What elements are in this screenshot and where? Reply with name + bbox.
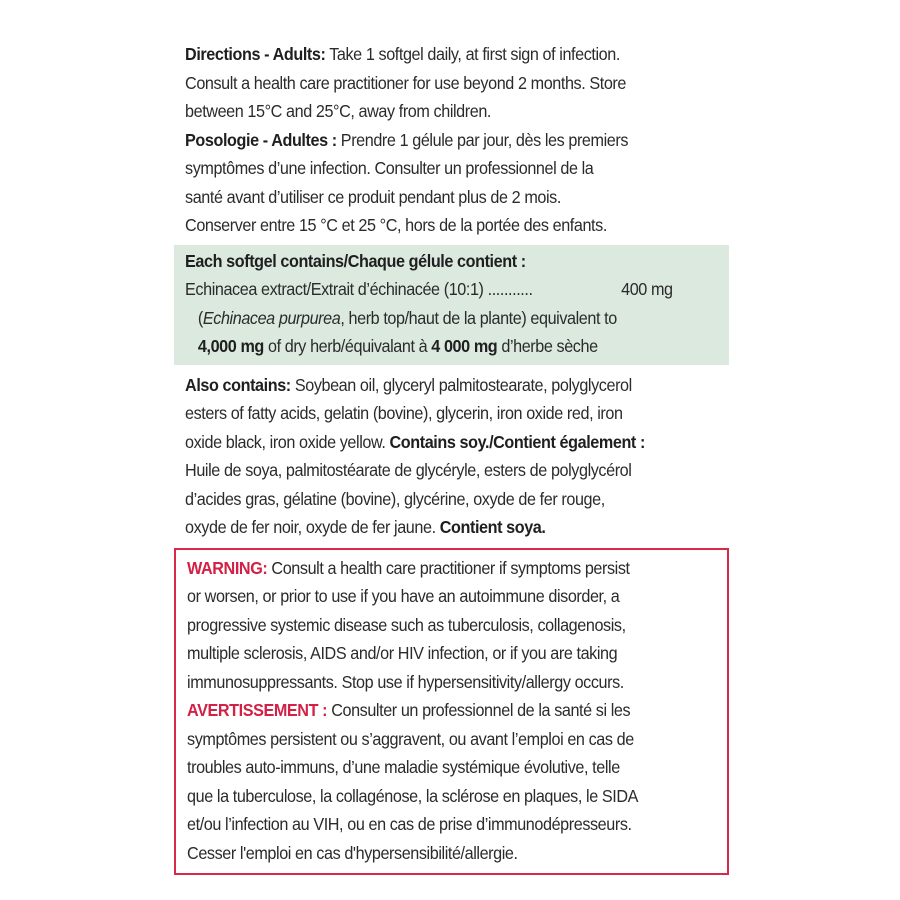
warning-en-line: immunosuppressants. Stop use if hypersensitivity/allergy occurs. (187, 671, 624, 692)
warning-en-line: WARNING: Consult a health care practitioner if symptoms persist (187, 557, 630, 578)
warning-fr-line: que la tuberculose, la collagénose, la sclérose en plaques, le SIDA (187, 785, 638, 806)
ingredient-amount: 400 mg (621, 279, 673, 299)
directions-fr-line: Conserver entre 15 °C et 25 °C, hors de la portée des enfants. (185, 215, 607, 235)
warning-box (174, 548, 729, 876)
directions-en-heading: Directions - Adults: (185, 44, 326, 64)
directions-fr-line: symptômes d’une infection. Consulter un professionnel de la (185, 158, 594, 178)
warning-en-line: or worsen, or prior to use if you have an autoimmune disorder, a (187, 586, 620, 606)
warning-en-heading: WARNING: (187, 557, 268, 578)
warning-fr-line: troubles auto-immuns, d’une maladie systémique évolutive, telle (187, 757, 620, 777)
directions-fr-line: Posologie - Adultes : Prendre 1 gélule par jour, dès les premiers (185, 129, 629, 150)
directions-fr-line: santé avant d’utiliser ce produit pendant plus de 2 mois. (185, 186, 561, 207)
ingredient-source: (Echinacea purpurea, herb top/haut de la plante) equivalent to (197, 307, 617, 328)
latin-name: Echinacea purpurea (202, 307, 341, 328)
warning-en-line: progressive systemic disease such as tuberculosis, collagenosis, (187, 614, 626, 635)
product-label-panel (174, 40, 729, 875)
also-contains-line: esters of fatty acids, gelatin (bovine), glycerin, iron oxide red, iron (185, 403, 623, 423)
directions-en-line: Directions - Adults: Take 1 softgel daily, at first sign of infection. (185, 44, 620, 64)
warning-fr-heading: AVERTISSEMENT : (187, 700, 328, 720)
also-contains-section (174, 371, 729, 542)
directions-fr-heading: Posologie - Adultes : (185, 129, 337, 150)
also-contains-heading: Also contains: (185, 374, 291, 395)
also-contains-line: Huile de soya, palmitostéarate de glycéryle, esters de polyglycérol (185, 460, 632, 480)
ingredient-row (185, 275, 673, 304)
ingredient-name: Echinacea extract/Extrait d’échinacée (10:1) (185, 279, 484, 299)
warning-fr-line: Cesser l'emploi en cas d'hypersensibilité/allergie. (187, 842, 518, 863)
directions-section (174, 40, 729, 240)
warning-en-line: multiple sclerosis, AIDS and/or HIV infection, or if you are taking (187, 643, 618, 663)
also-contains-line: oxyde de fer noir, oxyde de fer jaune. Contient soya. (185, 517, 546, 537)
ingredient-equivalent: 4,000 mg of dry herb/équivalant à 4 000 mg d’herbe sèche (197, 336, 598, 356)
directions-en-line: between 15°C and 25°C, away from children. (185, 101, 492, 121)
also-contains-line: d’acides gras, gélatine (bovine), glycérine, oxyde de fer rouge, (185, 488, 605, 509)
ingredients-heading: Each softgel contains/Chaque gélule contient : (185, 250, 526, 271)
warning-fr-line: et/ou l’infection au VIH, ou en cas de prise d’immunodépresseurs. (187, 814, 632, 834)
warning-fr-line: AVERTISSEMENT : Consulter un professionnel de la santé si les (187, 700, 631, 720)
also-contains-line: Also contains: Soybean oil, glyceryl palmitostearate, polyglycerol (185, 374, 632, 395)
directions-en-line: Consult a health care practitioner for use beyond 2 months. Store (185, 72, 627, 93)
also-contains-line: oxide black, iron oxide yellow. Contains soy./Contient également : (185, 431, 645, 452)
warning-fr-line: symptômes persistent ou s’aggravent, ou avant l’emploi en cas de (187, 728, 634, 749)
ingredient-dots: ........... (487, 279, 533, 299)
ingredients-box (174, 245, 729, 365)
